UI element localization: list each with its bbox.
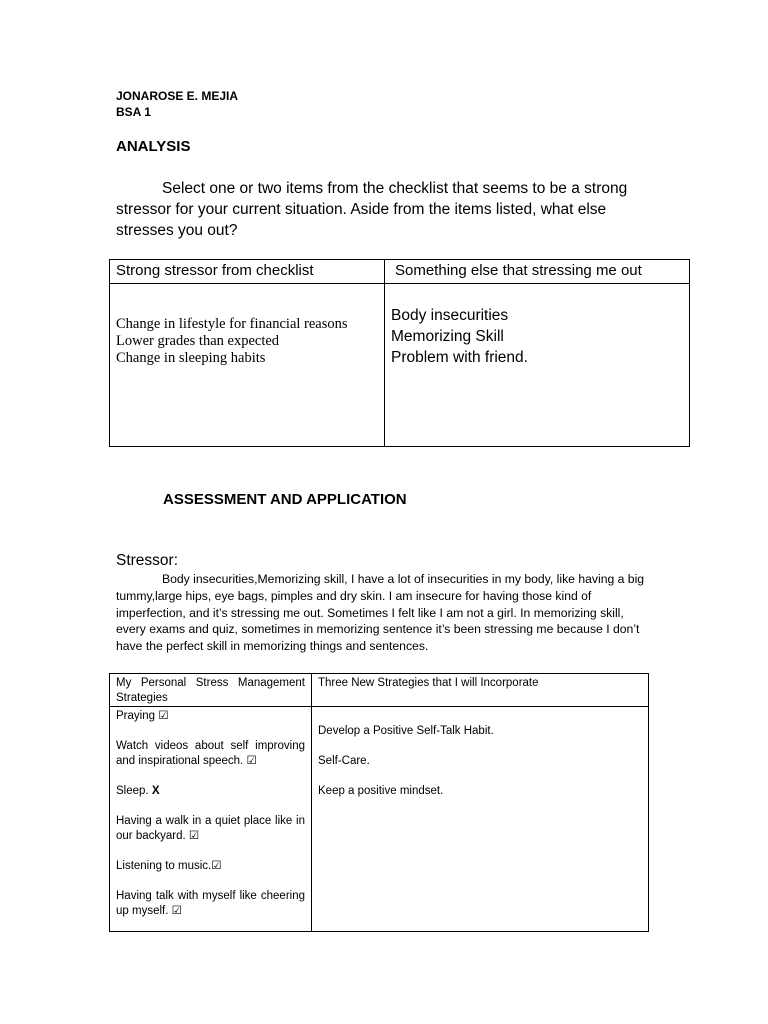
strategies-col1-header: My Personal Stress Management Strategies: [110, 674, 312, 707]
student-name: JONAROSE E. MEJIA: [116, 89, 239, 103]
assessment-title: ASSESSMENT AND APPLICATION: [163, 491, 407, 508]
strategy-item: Watch videos about self improving and inspirational speech. ☑: [116, 740, 305, 767]
analysis-col2-header: Something else that stressing me out: [385, 260, 690, 284]
stressor-text: Body insecurities,Memorizing skill, I have a lot of insecurities in my body, like having a big tummy,large hips, eye bags, pimples and dry skin. I am insecure for having those kind of imperfection, and it’s stressing me out. Sometimes I felt like I am not a girl. In memorizing skill, every exams and quiz, sometimes in memorizing sentence it’s been stressing me because I don’t have the perfect skill in memorizing things and sentences.: [116, 572, 645, 654]
strategy-item: Praying ☑: [116, 710, 169, 722]
checkbox-checked-icon: ☑: [211, 860, 222, 872]
strategy-item: Having a walk in a quiet place like in our backyard. ☑: [116, 815, 305, 842]
strategy-item: Listening to music.☑: [116, 860, 222, 872]
new-strategy-item: Self-Care.: [318, 755, 370, 767]
checkbox-checked-icon: ☑: [158, 710, 169, 722]
checkbox-checked-icon: ☑: [188, 830, 200, 842]
personal-strategies-cell: [110, 707, 312, 932]
checklist-item: Change in sleeping habits: [116, 350, 266, 366]
checklist-item: Lower grades than expected: [116, 333, 280, 349]
checkbox-checked-icon: ☑: [171, 905, 182, 917]
new-strategy-item: Keep a positive mindset.: [318, 785, 444, 797]
strategy-item: Having talk with myself like cheering up myself. ☑: [116, 890, 305, 917]
other-stressor-item: Memorizing Skill: [391, 328, 504, 345]
analysis-title: ANALYSIS: [116, 138, 191, 155]
checklist-item: Change in lifestyle for financial reasons: [116, 316, 348, 332]
student-course: BSA 1: [116, 105, 151, 119]
analysis-question: [116, 178, 656, 241]
strategies-table: [109, 673, 649, 932]
strategy-item: Sleep. X: [116, 785, 160, 797]
stressor-label: Stressor:: [116, 552, 179, 569]
analysis-question-text: Select one or two items from the checklist that seems to be a strong stressor for your current situation. Aside from the items listed, what else stresses you out?: [116, 180, 628, 239]
analysis-table: [109, 259, 690, 447]
x-mark-icon: X: [151, 785, 160, 797]
analysis-col2-cell: [385, 284, 690, 447]
new-strategies-cell: [312, 707, 649, 932]
analysis-col1-header: Strong stressor from checklist: [110, 260, 385, 284]
checkbox-checked-icon: ☑: [246, 755, 257, 767]
other-stressor-item: Body insecurities: [391, 307, 509, 324]
stressor-paragraph: [116, 571, 648, 655]
strategies-col2-header: Three New Strategies that I will Incorporate: [312, 674, 649, 707]
other-stressor-item: Problem with friend.: [391, 349, 528, 366]
analysis-col1-cell: [110, 284, 385, 447]
new-strategy-item: Develop a Positive Self-Talk Habit.: [318, 725, 494, 737]
